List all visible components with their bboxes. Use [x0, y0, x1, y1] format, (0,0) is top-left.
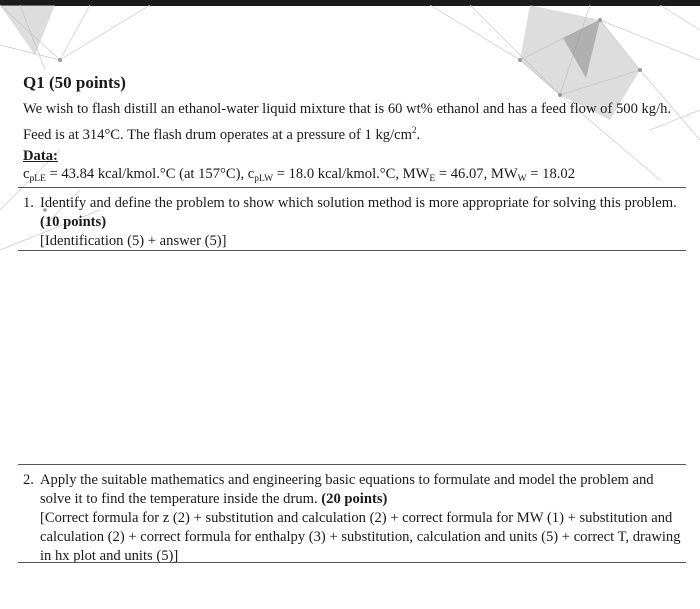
item-text: Identify and define the problem to show which solution method is more appropriate for solving this problem. [40, 195, 677, 211]
item-criteria: [Identification (5) + answer (5)] [40, 233, 227, 249]
divider-line [18, 464, 686, 465]
cp-ethanol-symbol: c [23, 166, 30, 182]
item-points: (20 points) [321, 491, 388, 507]
intro-period: . [416, 126, 421, 143]
item-criteria: [Correct formula for z (2) + substitution and calculation (2) + correct formula for MW (1) + substitution and calculation (2) + correct formula for enthalpy (3) + substitution, calculation and units (5) + correct T, drawing in hx plot and units (5)] [40, 510, 681, 564]
question-item-2 [23, 471, 685, 566]
data-values [23, 166, 575, 184]
mw-ethanol-value: = 46.07, [435, 166, 491, 182]
divider-line [18, 187, 686, 188]
intro-text: We wish to flash distill an ethanol-water liquid mixture that is 60 wt% ethanol and has a feed flow of 500 kg/h. Feed is at 314°C. The flash drum operates at a pressure of 1 kg/cm [23, 101, 672, 143]
divider-line [18, 562, 686, 563]
item-number: 2. [23, 472, 34, 488]
data-heading: Data: [23, 148, 58, 164]
mw-ethanol-subscript: E [429, 174, 436, 184]
mw-water-symbol: MW [490, 166, 518, 182]
cp-water-value: = 18.0 kcal/kmol.°C, [273, 166, 403, 182]
divider-line [18, 250, 686, 251]
cp-water-symbol: c [247, 166, 255, 182]
item-text: Apply the suitable mathematics and engineering basic equations to formulate and model the problem and solve it to find the temperature inside the drum. [40, 472, 654, 507]
question-intro [23, 99, 691, 146]
intro-superscript: 2 [411, 125, 417, 135]
mw-water-value: = 18.02 [526, 166, 576, 182]
item-number: 1. [23, 195, 34, 211]
item-points: (10 points) [40, 214, 107, 230]
question-title: Q1 (50 points) [23, 73, 126, 92]
item-body [40, 194, 683, 251]
cp-ethanol-subscript: pLE [29, 174, 46, 184]
item-body [40, 471, 685, 566]
cp-ethanol-value: = 43.84 kcal/kmol.°C (at 157°C), [45, 166, 248, 182]
mw-water-subscript: W [517, 174, 527, 184]
mw-ethanol-symbol: MW [402, 166, 430, 182]
cp-water-subscript: pLW [254, 174, 274, 184]
question-item-1 [23, 194, 683, 251]
